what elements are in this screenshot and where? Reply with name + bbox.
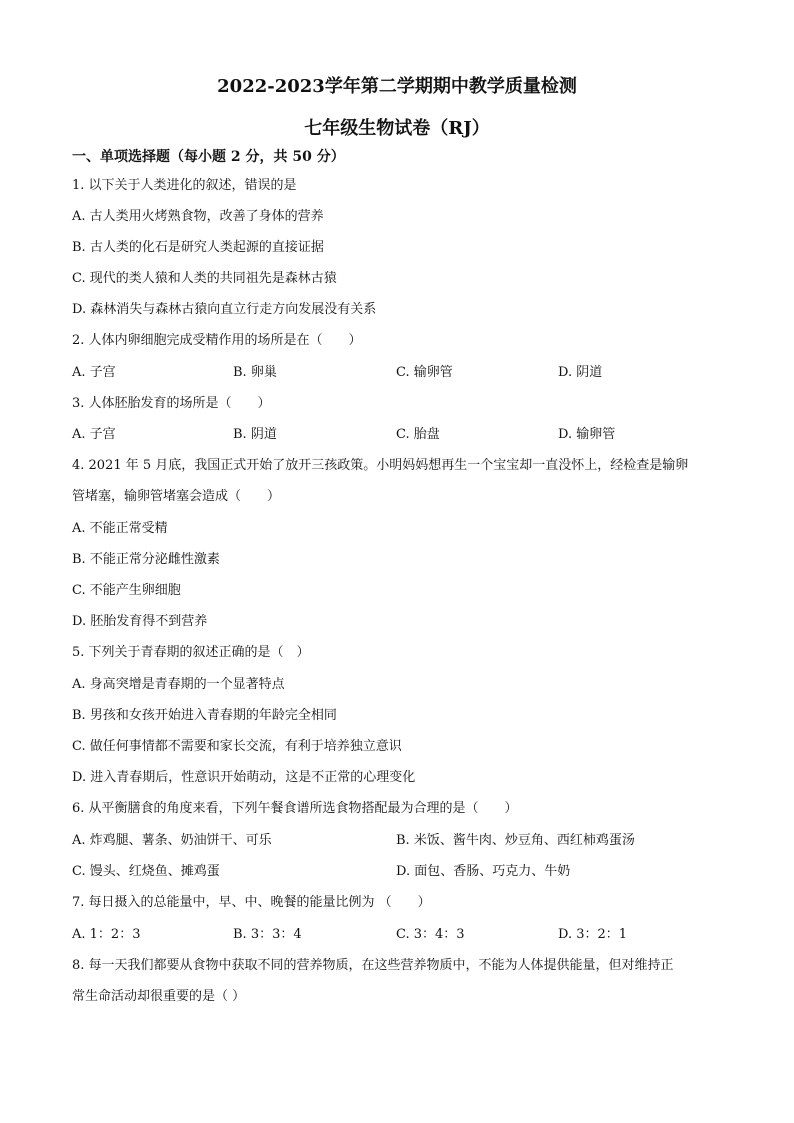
question-option: C. 馒头、红烧鱼、摊鸡蛋 <box>72 864 220 879</box>
question-option: A. 炸鸡腿、薯条、奶油饼干、可乐 <box>72 833 272 848</box>
question-option: C. 3：4：3 <box>396 927 465 942</box>
question-option: B. 古人类的化石是研究人类起源的直接证据 <box>72 240 324 255</box>
question-option: A. 身高突增是青春期的一个显著特点 <box>72 677 285 692</box>
question-stem: 6. 从平衡膳食的角度来看，下列午餐食谱所选食物搭配最为合理的是（ ） <box>72 801 518 816</box>
question-option: D. 输卵管 <box>558 427 616 442</box>
question-option: B. 不能正常分泌雌性激素 <box>72 552 220 567</box>
question-stem: 2. 人体内卵细胞完成受精作用的场所是在（ ） <box>72 333 362 348</box>
question-option: C. 输卵管 <box>396 365 453 380</box>
question-option: B. 男孩和女孩开始进入青春期的年龄完全相同 <box>72 708 337 723</box>
question-option: B. 米饭、酱牛肉、炒豆角、西红柿鸡蛋汤 <box>396 833 635 848</box>
question-option: A. 子宫 <box>72 427 116 442</box>
exam-subtitle: 七年级生物试卷（RJ） <box>304 118 490 139</box>
question-stem-continued: 管堵塞，输卵管堵塞会造成（ ） <box>72 489 281 504</box>
question-option: C. 现代的类人猿和人类的共同祖先是森林古猿 <box>72 271 337 286</box>
question-option: C. 不能产生卵细胞 <box>72 583 181 598</box>
question-option: D. 胚胎发育得不到营养 <box>72 614 208 629</box>
section-heading: 一、单项选择题（每小题 2 分，共 50 分） <box>72 149 345 165</box>
question-option: A. 子宫 <box>72 365 116 380</box>
question-stem: 3. 人体胚胎发育的场所是（ ） <box>72 396 271 411</box>
exam-title: 2022-2023学年第二学期期中教学质量检测 <box>217 76 577 97</box>
question-option: C. 胎盘 <box>396 427 440 442</box>
question-stem: 1. 以下关于人类进化的叙述，错误的是 <box>72 178 297 193</box>
question-option: B. 3：3：4 <box>233 927 302 942</box>
question-stem: 4. 2021 年 5 月底，我国正式开始了放开三孩政策。小明妈妈想再生一个宝宝却一直没怀上，经检查是输卵 <box>72 458 689 473</box>
question-option: A. 不能正常受精 <box>72 521 168 536</box>
question-option: D. 森林消失与森林古猿向直立行走方向发展没有关系 <box>72 302 377 317</box>
question-stem: 5. 下列关于青春期的叙述正确的是（ ） <box>72 645 310 660</box>
question-stem: 7. 每日摄入的总能量中，早、中、晚餐的能量比例为 （ ） <box>72 895 431 910</box>
question-option: D. 阴道 <box>558 365 603 380</box>
question-option: D. 进入青春期后，性意识开始萌动，这是不正常的心理变化 <box>72 770 416 785</box>
question-stem-continued: 常生命活动却很重要的是（ ） <box>72 989 246 1004</box>
question-option: B. 阴道 <box>233 427 277 442</box>
question-option: D. 3：2：1 <box>558 927 628 942</box>
question-option: D. 面包、香肠、巧克力、牛奶 <box>396 864 571 879</box>
question-option: B. 卵巢 <box>233 365 277 380</box>
question-option: C. 做任何事情都不需要和家长交流，有利于培养独立意识 <box>72 739 402 754</box>
question-option: A. 1：2：3 <box>72 927 141 942</box>
question-option: A. 古人类用火烤熟食物，改善了身体的营养 <box>72 209 324 224</box>
question-stem: 8. 每一天我们都要从食物中获取不同的营养物质，在这些营养物质中，不能为人体提供能量，但对维持正 <box>72 958 674 973</box>
